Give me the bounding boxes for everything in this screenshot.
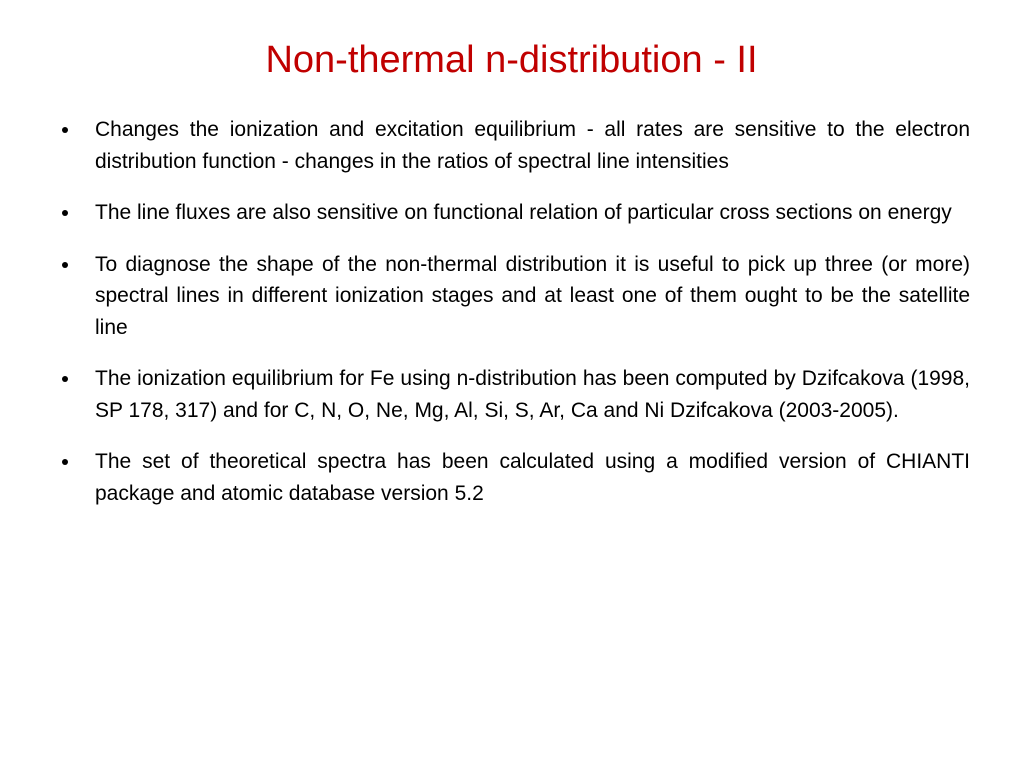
bullet-item <box>60 114 970 177</box>
bullet-item <box>60 197 970 229</box>
bullet-dot-icon <box>62 127 68 133</box>
bullet-text: The ionization equilibrium for Fe using n-distribution has been computed by Dzifcakova (1998, SP 178, 317) and for C, N, O, Ne, Mg, Al, Si, S, Ar, Ca and Ni Dzifcakova (2003-2005). <box>95 367 970 422</box>
bullet-dot-icon <box>62 376 68 382</box>
bullet-item <box>60 446 970 509</box>
slide-title: Non-thermal n-distribution - II <box>265 39 758 81</box>
bullet-text: Changes the ionization and excitation equilibrium - all rates are sensitive to the electron distribution function - changes in the ratios of spectral line intensities <box>95 118 970 173</box>
bullet-list <box>60 114 970 529</box>
bullet-dot-icon <box>62 262 68 268</box>
bullet-dot-icon <box>62 459 68 465</box>
bullet-item <box>60 249 970 344</box>
bullet-dot-icon <box>62 210 68 216</box>
bullet-text: The line fluxes are also sensitive on functional relation of particular cross sections on energy <box>95 201 952 224</box>
bullet-item <box>60 363 970 426</box>
bullet-text: To diagnose the shape of the non-thermal distribution it is useful to pick up three (or more) spectral lines in different ionization stages and at least one of them ought to be the satellite line <box>95 252 970 339</box>
bullet-text: The set of theoretical spectra has been calculated using a modified version of CHIANTI package and atomic database version 5.2 <box>95 450 970 505</box>
